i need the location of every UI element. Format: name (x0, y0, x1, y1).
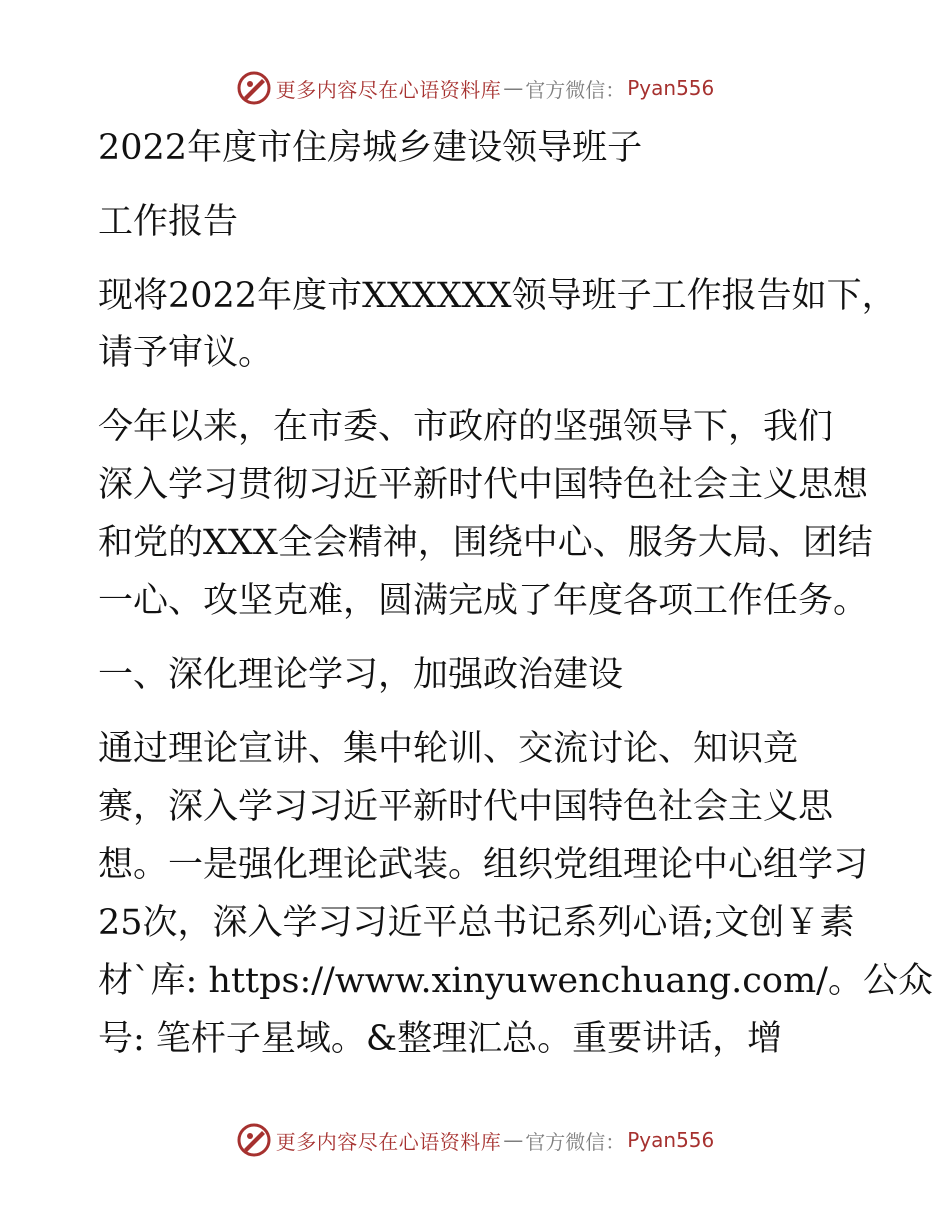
section-heading: 一、深化理论学习，加强政治建设 (98, 655, 624, 695)
banner-separator: — (503, 76, 524, 100)
paragraph-line: 今年以来，在市委、市政府的坚强领导下，我们 (98, 407, 834, 447)
doc-title-line-1: 2022年度市住房城乡建设领导班子 (98, 128, 643, 168)
paragraph-line: 号: 笔杆子星域。&整理汇总。重要讲话，增 (98, 1019, 783, 1059)
paragraph-line: 赛，深入学习习近平新时代中国特色社会主义思 (98, 787, 834, 827)
banner-wechat-id: Pyan556 (627, 1128, 715, 1152)
doc-title-line-2: 工作报告 (98, 202, 239, 242)
paragraph-line: 通过理论宣讲、集中轮训、交流讨论、知识竞 (98, 729, 799, 769)
banner-wechat-id: Pyan556 (627, 76, 715, 100)
paragraph-line: 请予审议。 (98, 333, 274, 373)
logo-icon (236, 70, 272, 106)
banner-wechat-label: 官方微信： (525, 77, 626, 102)
banner-wechat-label: 官方微信： (525, 1129, 626, 1154)
paragraph-line: 材`库: https://www.xinyuwenchuang.com/。公众 (98, 961, 933, 1001)
paragraph-line: 一心、攻坚克难，圆满完成了年度各项工作任务。 (98, 581, 869, 621)
paragraph-line: 25次，深入学习习近平总书记系列心语;文创￥素 (98, 903, 855, 943)
banner-separator: — (503, 1128, 524, 1152)
logo-icon (236, 1122, 272, 1158)
paragraph-line: 深入学习贯彻习近平新时代中国特色社会主义思想 (98, 465, 869, 505)
paragraph-line: 想。一是强化理论武装。组织党组理论中心组学习 (98, 845, 869, 885)
paragraph-line: 和党的XXX全会精神，围绕中心、服务大局、团结 (98, 523, 873, 563)
footer-banner (0, 1122, 950, 1158)
header-banner (0, 70, 950, 106)
banner-text: 更多内容尽在心语资料库 (275, 1129, 502, 1154)
banner-text: 更多内容尽在心语资料库 (275, 77, 502, 102)
paragraph-line: 现将2022年度市XXXXXX领导班子工作报告如下， (98, 276, 897, 316)
